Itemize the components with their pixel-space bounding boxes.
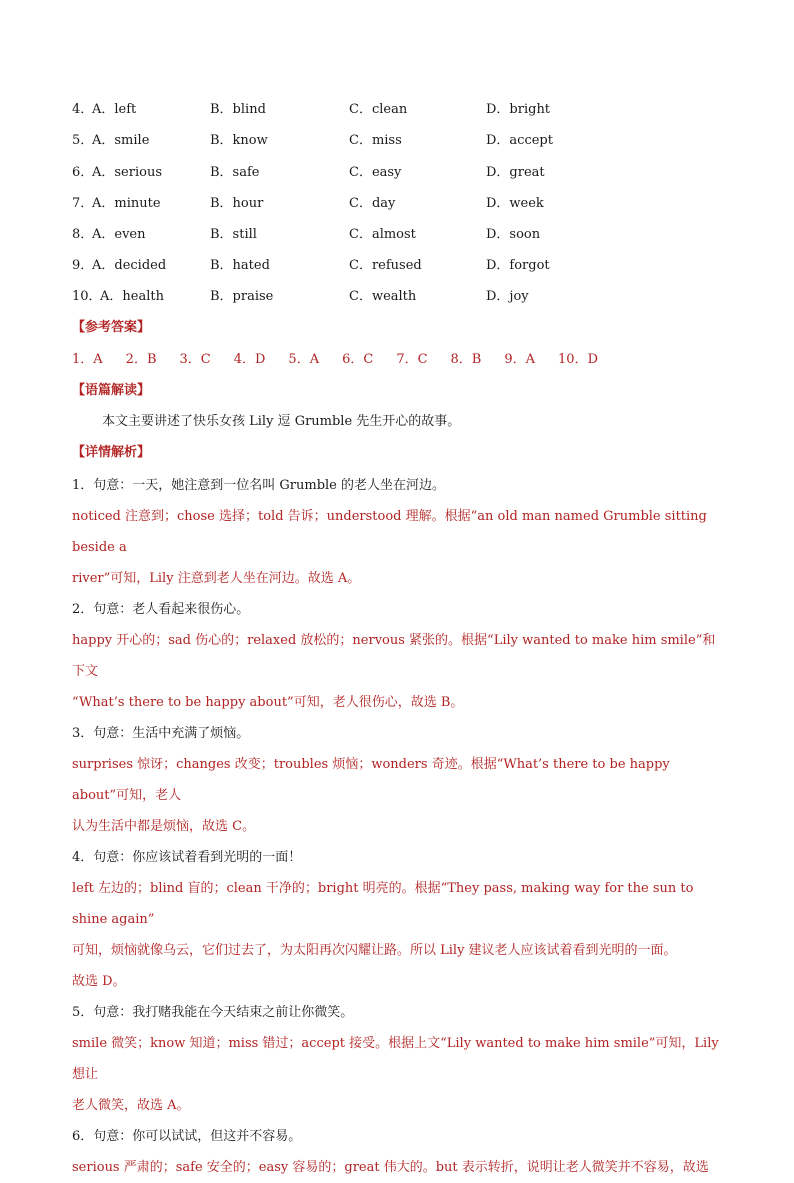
answer-item: 7．C [396,352,428,367]
explanation-text: noticed 注意到；chose 选择；told 告诉；understood 理解。根据“an old man named Grumble sitting beside a [72,509,707,555]
explanation-text: surprises 惊讶；changes 改变；troubles 烦恼；wonders 奇迹。根据“What’s there to be happy about”可知，老人 [72,757,670,803]
explanation-text: “What’s there to be happy about”可知，老人很伤心，故选 B。 [72,695,464,710]
passage-summary: 本文主要讲述了快乐女孩 Lily 逗 Grumble 先生开心的故事。 [102,414,461,429]
answer-item: 6．C [342,352,374,367]
explanation-text: river”可知，Lily 注意到老人坐在河边。故选 A。 [72,571,361,586]
option-c: C．wealth [349,289,417,304]
details-heading: 【详情解析】 [72,445,151,460]
explanation-text: smile 微笑；know 知道；miss 错过；accept 接受。根据上文“Lily wanted to make him smile”可知，Lily 想让 [72,1036,719,1082]
option-a: A．health [100,289,164,304]
question-number: 4． [72,102,94,117]
option-d: D．great [486,165,545,180]
explanation-text: 认为生活中都是烦恼，故选 C。 [72,819,256,834]
option-c: C．almost [349,227,416,242]
answer-item: 3．C [179,352,211,367]
option-b: B．blind [210,102,266,117]
option-b: B．know [210,133,268,148]
passage-heading: 【语篇解读】 [72,383,151,398]
option-b: B．safe [210,165,260,180]
option-a: A．decided [92,258,167,273]
answer-item: 10．D [558,352,598,367]
explanation-text: 老人微笑，故选 A。 [72,1098,190,1113]
answer-item: 8．B [450,352,482,367]
explanation-text: happy 开心的；sad 伤心的；relaxed 放松的；nervous 紧张的。根据“Lily wanted to make him smile”和下文 [72,633,716,679]
answer-item: 5．A [288,352,320,367]
answer-item: 1．A [72,352,103,367]
option-a: A．even [92,227,146,242]
option-d: D．bright [486,102,551,117]
question-number: 10． [72,289,102,304]
option-d: D．forgot [486,258,550,273]
option-a: A．left [92,102,137,117]
explanation-block [72,470,722,1183]
answer-item: 4．D [233,352,266,367]
question-number: 7． [72,196,94,211]
option-a: A．minute [92,196,161,211]
explanation-question: 5．句意：我打赌我能在今天结束之前让你微笑。 [72,1005,354,1020]
answer-item: 9．A [504,352,536,367]
option-d: D．accept [486,133,553,148]
option-d: D．soon [486,227,541,242]
question-number: 5． [72,133,94,148]
question-number: 8． [72,227,94,242]
answer-key [72,350,621,370]
answer-item: 2．B [125,352,157,367]
option-b: B．hated [210,258,270,273]
explanation-question: 6．句意：你可以试试，但这并不容易。 [72,1129,302,1144]
option-a: A．smile [92,133,150,148]
option-b: B．praise [210,289,274,304]
option-c: C．miss [349,133,402,148]
explanation-question: 4．句意：你应该试着看到光明的一面！ [72,850,302,865]
answers-heading: 【参考答案】 [72,320,151,335]
question-number: 6． [72,165,94,180]
explanation-text: 故选 D。 [72,974,126,989]
option-d: D．week [486,196,544,211]
explanation-question: 1．句意：一天，她注意到一位名叫 Grumble 的老人坐在河边。 [72,478,446,493]
question-number: 9． [72,258,94,273]
option-d: D．joy [486,289,529,304]
option-b: B．still [210,227,257,242]
explanation-question: 2．句意：老人看起来很伤心。 [72,602,250,617]
option-a: A．serious [92,165,162,180]
option-c: C．clean [349,102,408,117]
option-c: C．easy [349,165,402,180]
explanation-text: serious 严肃的；safe 安全的；easy 容易的；great 伟大的。but 表示转折，说明让老人微笑并不容易，故选 [72,1160,709,1175]
option-b: B．hour [210,196,264,211]
explanation-text: 可知，烦恼就像乌云，它们过去了，为太阳再次闪耀让路。所以 Lily 建议老人应该试着看到光明的一面。 [72,943,677,958]
option-c: C．refused [349,258,422,273]
explanation-question: 3．句意：生活中充满了烦恼。 [72,726,250,741]
option-c: C．day [349,196,396,211]
explanation-text: left 左边的；blind 盲的；clean 干净的；bright 明亮的。根据“They pass, making way for the sun to shine again” [72,881,694,927]
